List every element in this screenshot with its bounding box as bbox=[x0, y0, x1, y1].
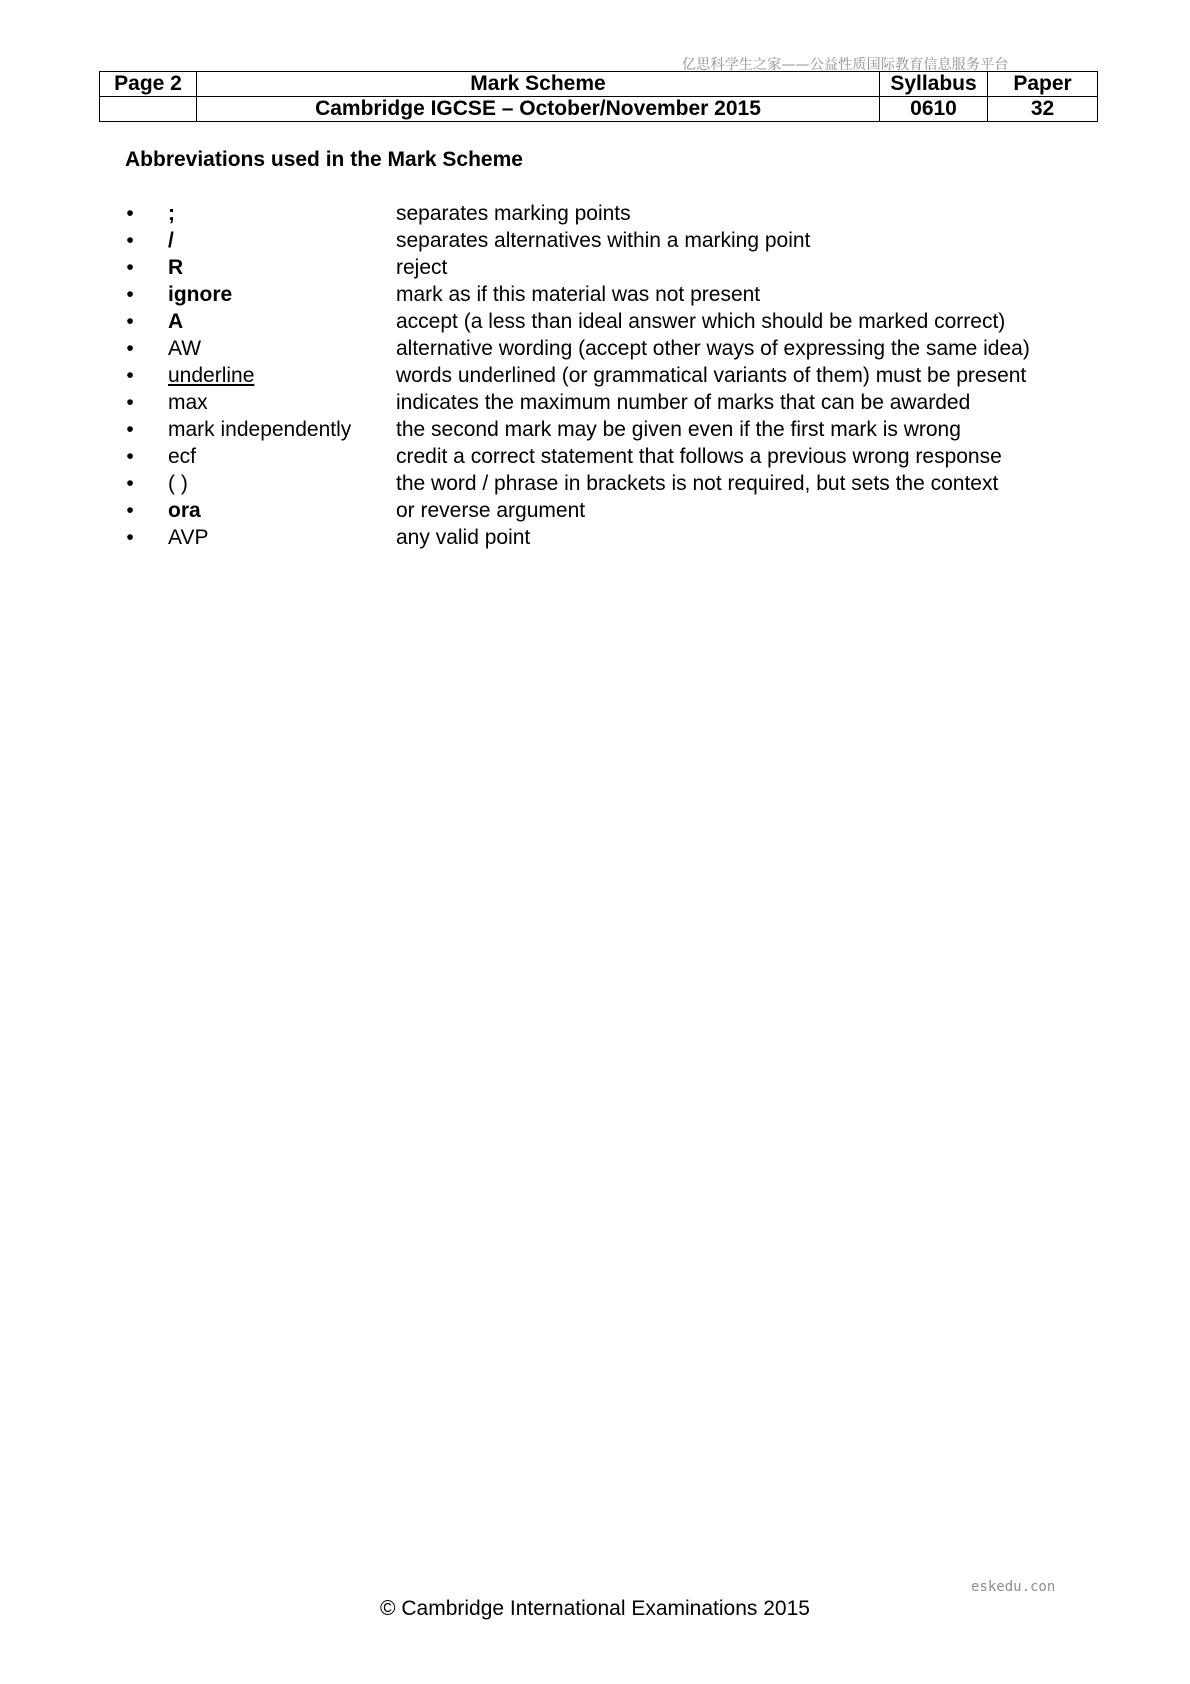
paper-number: 32 bbox=[988, 97, 1098, 122]
bullet-icon: • bbox=[126, 256, 134, 279]
abbreviation-definition: alternative wording (accept other ways of expressing the same idea) bbox=[396, 337, 1030, 360]
bullet-icon: • bbox=[126, 364, 134, 387]
abbreviation-term: mark independently bbox=[168, 418, 352, 441]
watermark-top: 亿思科学生之家——公益性质国际教育信息服务平台 bbox=[682, 57, 1009, 73]
page-label: Page 2 bbox=[100, 72, 197, 97]
bullet-icon: • bbox=[126, 391, 134, 414]
abbreviation-definition: separates marking points bbox=[396, 202, 631, 225]
abbreviation-definition: any valid point bbox=[396, 526, 531, 549]
abbreviation-term: ora bbox=[168, 499, 201, 522]
abbreviation-definition: reject bbox=[396, 256, 448, 279]
abbreviation-definition: words underlined (or grammatical variants of them) must be present bbox=[396, 364, 1027, 387]
abbreviation-term: R bbox=[168, 256, 184, 279]
abbreviation-term: ; bbox=[168, 202, 175, 225]
bullet-icon: • bbox=[126, 418, 134, 441]
abbreviation-definition: or reverse argument bbox=[396, 499, 586, 522]
abbreviation-term: ( ) bbox=[168, 472, 188, 495]
abbreviation-term: ignore bbox=[168, 283, 233, 306]
abbreviation-term: max bbox=[168, 391, 208, 414]
abbreviation-term: AW bbox=[168, 337, 202, 360]
abbreviation-definition: indicates the maximum number of marks that can be awarded bbox=[396, 391, 971, 414]
document-title: Mark Scheme bbox=[197, 72, 880, 97]
bullet-icon: • bbox=[126, 283, 134, 306]
header-table bbox=[99, 71, 1098, 122]
abbreviation-term: ecf bbox=[168, 445, 197, 468]
abbreviation-term: AVP bbox=[168, 526, 209, 549]
bullet-icon: • bbox=[126, 445, 134, 468]
header-row-top bbox=[100, 72, 1098, 97]
abbreviation-definition: accept (a less than ideal answer which should be marked correct) bbox=[396, 310, 1006, 333]
bullet-icon: • bbox=[126, 310, 134, 333]
abbreviation-term: / bbox=[168, 229, 174, 252]
bullet-icon: • bbox=[126, 337, 134, 360]
watermark-bottom: eskedu.con bbox=[971, 1579, 1056, 1595]
abbreviation-definition: credit a correct statement that follows a previous wrong response bbox=[396, 445, 1002, 468]
abbreviation-definition: mark as if this material was not present bbox=[396, 283, 761, 306]
abbreviation-definition: separates alternatives within a marking point bbox=[396, 229, 811, 252]
bullet-icon: • bbox=[126, 202, 134, 225]
paper-label: Paper bbox=[988, 72, 1098, 97]
copyright-footer: © Cambridge International Examinations 2015 bbox=[380, 1597, 810, 1620]
bullet-icon: • bbox=[126, 526, 134, 549]
header-row-bottom bbox=[100, 97, 1098, 122]
header-empty-cell bbox=[100, 97, 197, 122]
bullet-icon: • bbox=[126, 229, 134, 252]
bullet-icon: • bbox=[126, 472, 134, 495]
abbreviation-definition: the word / phrase in brackets is not required, but sets the context bbox=[396, 472, 999, 495]
exam-session: Cambridge IGCSE – October/November 2015 bbox=[197, 97, 880, 122]
syllabus-code: 0610 bbox=[880, 97, 988, 122]
section-title: Abbreviations used in the Mark Scheme bbox=[125, 148, 523, 171]
bullet-icon: • bbox=[126, 499, 134, 522]
abbreviation-term: underline bbox=[168, 364, 255, 387]
syllabus-label: Syllabus bbox=[880, 72, 988, 97]
abbreviation-term: A bbox=[168, 310, 184, 333]
abbreviation-definition: the second mark may be given even if the first mark is wrong bbox=[396, 418, 961, 441]
